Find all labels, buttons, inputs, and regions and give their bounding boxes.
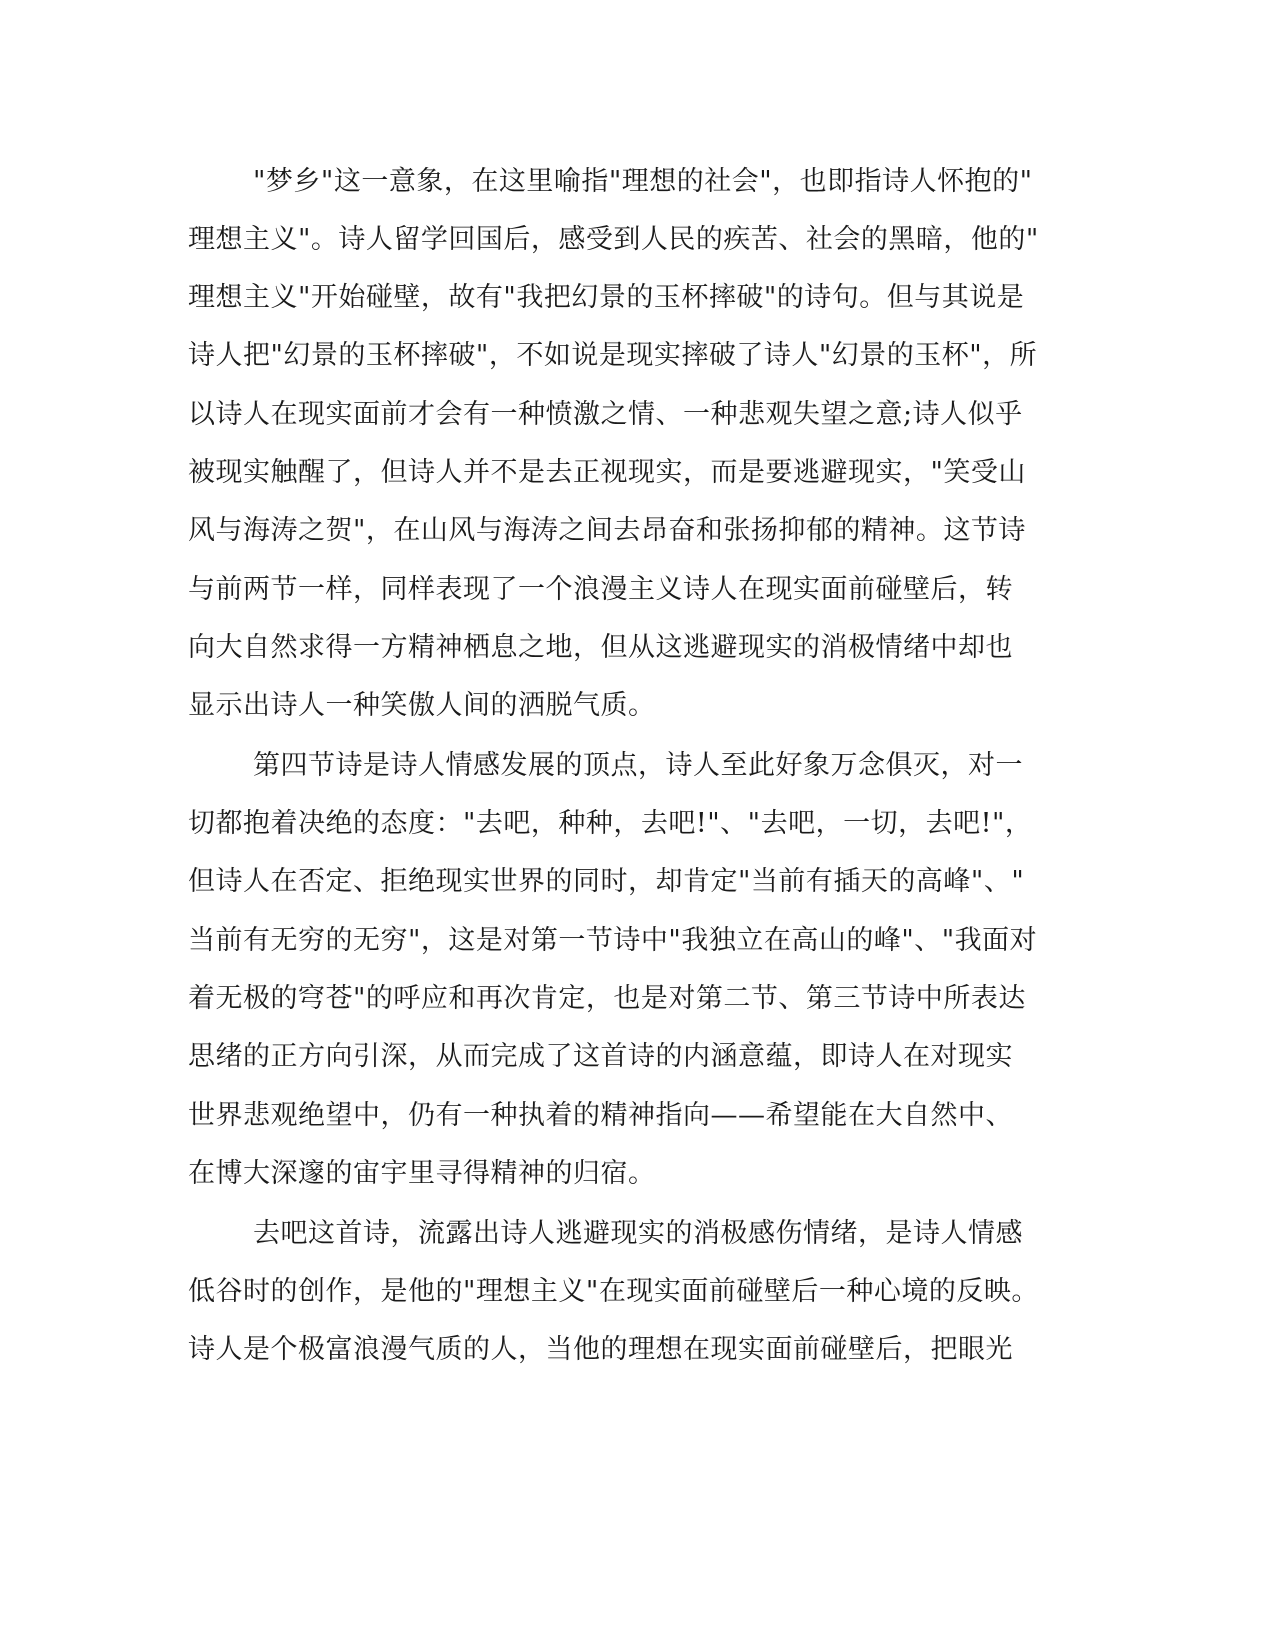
paragraph-1-line-7: 风与海涛之贺"，在山风与海涛之间去昂奋和张扬抑郁的精神。这节诗 — [188, 515, 1026, 546]
paragraph-2-line-6: 思绪的正方向引深，从而完成了这首诗的内涵意蕴，即诗人在对现实 — [188, 1041, 1013, 1072]
paragraph-2-line-8: 在博大深邃的宙宇里寻得精神的归宿。 — [188, 1158, 656, 1189]
paragraph-1-line-9: 向大自然求得一方精神栖息之地，但从这逃避现实的消极情绪中却也 — [188, 632, 1013, 663]
paragraph-1-line-8: 与前两节一样，同样表现了一个浪漫主义诗人在现实面前碰壁后，转 — [188, 574, 1013, 605]
paragraph-2-line-5: 着无极的穹苍"的呼应和再次肯定，也是对第二节、第三节诗中所表达 — [188, 983, 1026, 1014]
paragraph-1-line-1: "梦乡"这一意象，在这里喻指"理想的社会"，也即指诗人怀抱的" — [253, 166, 1033, 197]
paragraph-2-line-3: 但诗人在否定、拒绝现实世界的同时，却肯定"当前有插天的高峰"、" — [188, 866, 1025, 897]
paragraph-3-line-2: 低谷时的创作，是他的"理想主义"在现实面前碰壁后一种心境的反映。 — [188, 1276, 1039, 1307]
paragraph-1-line-10: 显示出诗人一种笑傲人间的洒脱气质。 — [188, 690, 656, 721]
paragraph-2-line-4: 当前有无穷的无穷"，这是对第一节诗中"我独立在高山的峰"、"我面对 — [188, 925, 1038, 956]
paragraph-3-line-1: 去吧这首诗，流露出诗人逃避现实的消极感伤情绪，是诗人情感 — [253, 1218, 1023, 1249]
paragraph-1-line-4: 诗人把"幻景的玉杯摔破"，不如说是现实摔破了诗人"幻景的玉杯"，所 — [188, 340, 1038, 371]
paragraph-2-line-2: 切都抱着决绝的态度："去吧，种种，去吧!"、"去吧，一切，去吧!"， — [188, 808, 1033, 839]
paragraph-3-line-3: 诗人是个极富浪漫气质的人，当他的理想在现实面前碰壁后，把眼光 — [188, 1334, 1013, 1365]
paragraph-1-line-2: 理想主义"。诗人留学回国后，感受到人民的疾苦、社会的黑暗，他的" — [188, 224, 1039, 255]
paragraph-2-line-7: 世界悲观绝望中，仍有一种执着的精神指向——希望能在大自然中、 — [188, 1100, 1013, 1131]
paragraph-1-line-3: 理想主义"开始碰壁，故有"我把幻景的玉杯摔破"的诗句。但与其说是 — [188, 282, 1025, 313]
paragraph-1-line-5: 以诗人在现实面前才会有一种愤激之情、一种悲观失望之意;诗人似乎 — [188, 399, 1023, 430]
paragraph-2-line-1: 第四节诗是诗人情感发展的顶点，诗人至此好象万念俱灭，对一 — [253, 750, 1023, 781]
paragraph-1-line-6: 被现实触醒了，但诗人并不是去正视现实，而是要逃避现实，"笑受山 — [188, 457, 1026, 488]
